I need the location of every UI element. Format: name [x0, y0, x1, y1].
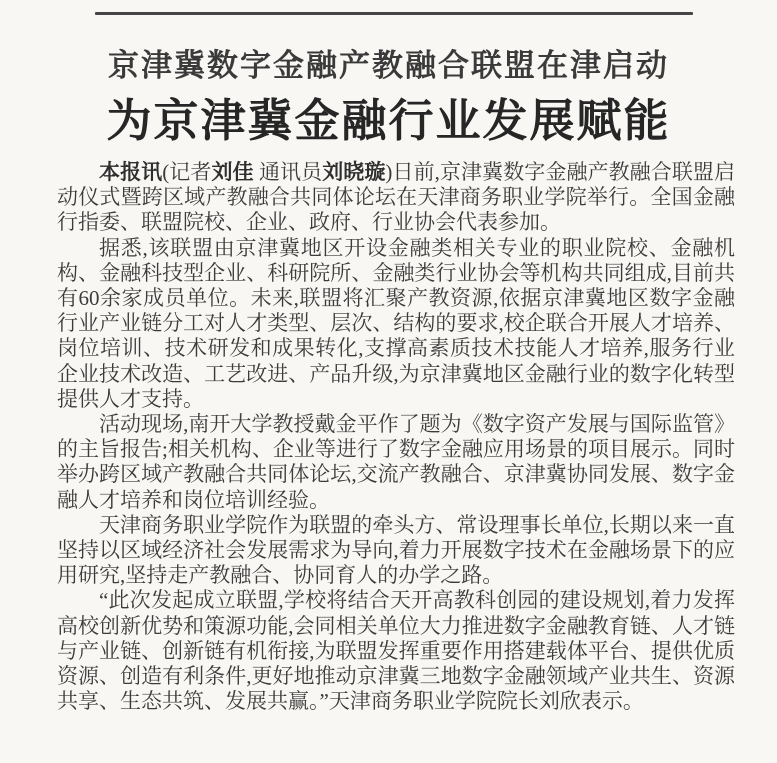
article-body [57, 160, 735, 714]
intro-correspondent-name: 刘晓璇 [322, 160, 386, 184]
article-kicker: 京津冀数字金融产教融合联盟在津启动 [108, 48, 669, 83]
article-title: 为京津冀金融行业发展赋能 [106, 95, 671, 146]
paragraph-president-quote: “此次发起成立联盟,学校将结合天开高教科创园的建设规划,着力发挥高校创新优势和策源功能,会同相关单位大力推进数字金融教育链、人才链与产业链、创新链有机衔接,为联盟发挥重要作用搭建载体平台、提供优质资源、创造有利条件,更好地推动京津冀三地数字金融领域产业共生、资源共享、生态共筑、发展共赢。”天津商务职业学院院长刘欣表示。 [57, 588, 735, 714]
intro-lead-label: 本报讯 [99, 161, 163, 184]
paragraph-event-activities: 活动现场,南开大学教授戴金平作了题为《数字资产发展与国际监管》的主旨报告;相关机构、企业等进行了数字金融应用场景的项目展示。同时举办跨区域产教融合共同体论坛,交流产教融合、京津冀协同发展、数字金融人才培养和岗位培训经验。 [57, 412, 735, 512]
paragraph-college-role: 天津商务职业学院作为联盟的牵头方、常设理事长单位,长期以来一直坚持以区域经济社会发展需求为导向,着力开展数字技术在金融场景下的应用研究,坚持走产教融合、协同育人的办学之路。 [57, 512, 735, 588]
intro-reporter-name: 刘佳 [211, 160, 254, 184]
intro-text: )日前,京津冀数字金融产教融合联盟启动仪式暨跨区域产教融合共同体论坛在天津商务职业学院举行。全国金融行指委、联盟院校、企业、政府、行业协会代表参加。 [57, 160, 735, 235]
intro-correspondent-label: 通讯员 [253, 160, 323, 184]
paragraph-intro [57, 160, 735, 236]
paragraph-alliance-members: 据悉,该联盟由京津冀地区开设金融类相关专业的职业院校、金融机构、金融科技型企业、科研院所、金融类行业协会等机构共同组成,目前共有60余家成员单位。未来,联盟将汇聚产教资源,依据京津冀地区数字金融行业产业链分工对人才类型、层次、结构的要求,校企联合开展人才培养、岗位培训、技术研发和成果转化,支撑高素质技术技能人才培养,服务行业企业技术改造、工艺改进、产品升级,为京津冀地区金融行业的数字化转型提供人才支持。 [57, 235, 735, 411]
intro-reporter-label: (记者 [162, 160, 212, 184]
header-divider-rule [95, 12, 693, 15]
